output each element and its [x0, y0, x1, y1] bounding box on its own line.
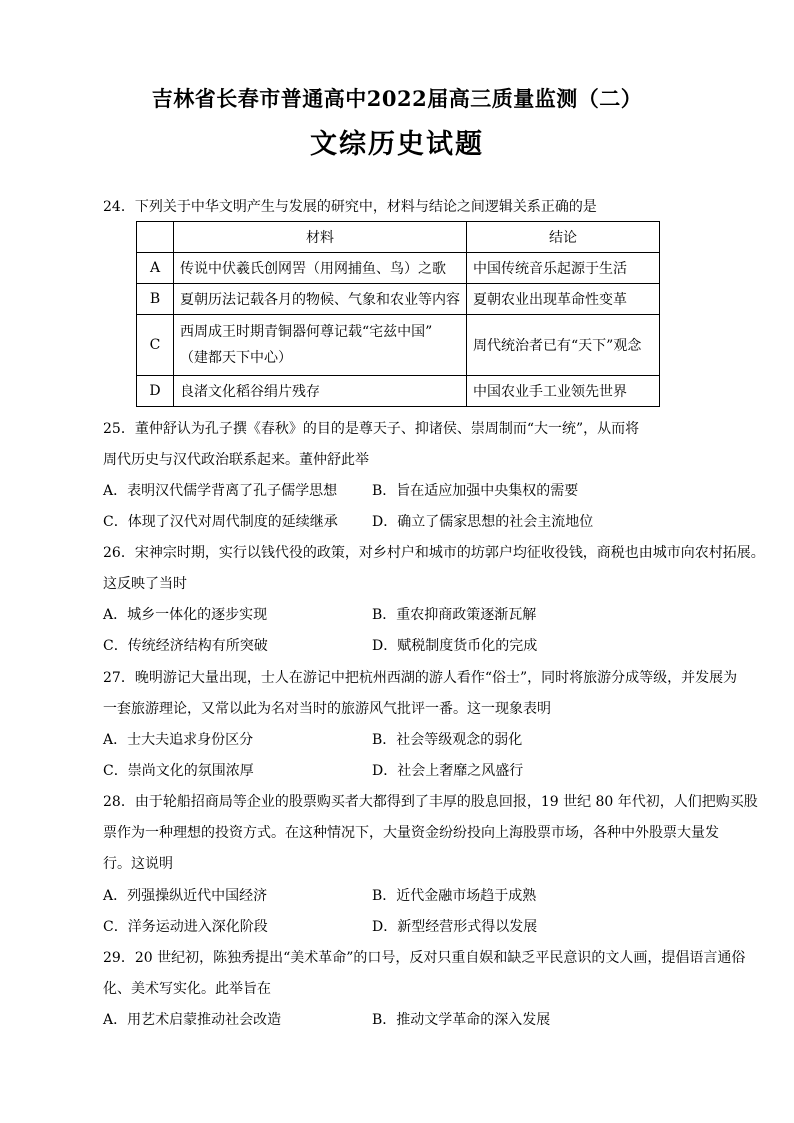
question-25-option-b: B．旨在适应加强中央集权的需要 [372, 483, 579, 499]
question-28-option-a: A．列强操纵近代中国经济 [103, 888, 268, 904]
question-28-stem-line-1: 28．由于轮船招商局等企业的股票购买者大都得到了丰厚的股息回报，19 世纪 80 年代初，人们把购买股 [103, 794, 758, 810]
table-row [137, 253, 660, 284]
question-26-option-d: D．赋税制度货币化的完成 [372, 638, 538, 654]
question-29-stem-line-1: 29．20 世纪初，陈独秀提出“美术革命”的口号，反对只重自娱和缺乏平民意识的文人画，提倡语言通俗 [103, 950, 746, 966]
row-label: D [137, 376, 174, 407]
question-26-option-a: A．城乡一体化的逐步实现 [103, 607, 268, 623]
question-25-option-c: C．体现了汉代对周代制度的延续继承 [103, 514, 338, 530]
question-25-option-a: A．表明汉代儒学背离了孔子儒学思想 [103, 483, 338, 499]
row-conclusion: 中国农业手工业领先世界 [467, 376, 660, 407]
table-row [137, 315, 660, 376]
table-header-conclusion: 结论 [467, 222, 660, 253]
row-material-line-1: 西周成王时期青铜器何尊记载“宅兹中国” [180, 324, 433, 340]
question-28-stem-line-3: 行。这说明 [103, 856, 173, 872]
question-27-option-b: B．社会等级观念的弱化 [372, 732, 523, 748]
row-label: A [137, 253, 174, 284]
row-material: 良渚文化稻谷绢片残存 [174, 376, 467, 407]
question-27-option-a: A．士大夫追求身份区分 [103, 732, 254, 748]
question-28-option-d: D．新型经营形式得以发展 [372, 919, 538, 935]
row-material: 传说中伏羲氏创网罟（用网捕鱼、鸟）之歌 [174, 253, 467, 284]
question-26-stem-line-2: 这反映了当时 [103, 576, 187, 592]
question-29-option-a: A．用艺术启蒙推动社会改造 [103, 1012, 282, 1028]
row-label: B [137, 284, 174, 315]
question-26-option-b: B．重农抑商政策逐渐瓦解 [372, 607, 537, 623]
question-27-stem-line-1: 27．晚明游记大量出现，士人在游记中把杭州西湖的游人看作“俗士”，同时将旅游分成等级，并发展为 [103, 670, 738, 686]
question-28-stem-line-2: 票作为一种理想的投资方式。在这种情况下，大量资金纷纷投向上海股票市场，各种中外股票大量发 [103, 825, 719, 841]
exam-subtitle: 文综历史试题 [310, 129, 484, 160]
exam-title: 吉林省长春市普通高中2022届高三质量监测（二） [151, 86, 643, 111]
row-material: 夏朝历法记载各月的物候、气象和农业等内容 [174, 284, 467, 315]
question-28-option-b: B．近代金融市场趋于成熟 [372, 888, 537, 904]
question-27-option-c: C．崇尚文化的氛围浓厚 [103, 763, 254, 779]
question-29-stem-line-2: 化、美术写实化。此举旨在 [103, 981, 271, 997]
table-header-row [137, 222, 660, 253]
table-header-cell [137, 222, 174, 253]
question-28-option-c: C．洋务运动进入深化阶段 [103, 919, 268, 935]
question-25-stem-line-1: 25．董仲舒认为孔子撰《春秋》的目的是尊天子、抑诸侯、崇周制而“大一统”，从而将 [103, 421, 640, 437]
question-24-table [136, 221, 660, 407]
question-27-stem-line-2: 一套旅游理论，又常以此为名对当时的旅游风气批评一番。这一现象表明 [103, 701, 551, 717]
question-24-stem: 24．下列关于中华文明产生与发展的研究中，材料与结论之间逻辑关系正确的是 [103, 199, 597, 215]
row-label: C [137, 315, 174, 376]
table-row [137, 284, 660, 315]
question-27-option-d: D．社会上奢靡之风盛行 [372, 763, 524, 779]
row-conclusion: 周代统治者已有“天下”观念 [467, 315, 660, 376]
row-conclusion: 中国传统音乐起源于生活 [467, 253, 660, 284]
question-25-stem-line-2: 周代历史与汉代政治联系起来。董仲舒此举 [103, 452, 369, 468]
question-25-option-d: D．确立了儒家思想的社会主流地位 [372, 514, 594, 530]
question-26-stem-line-1: 26．宋神宗时期，实行以钱代役的政策，对乡村户和城市的坊郭户均征收役钱，商税也由城市向农村拓展。 [103, 545, 765, 561]
table-row [137, 376, 660, 407]
row-material-line-2: （建都天下中心） [180, 350, 292, 366]
question-26-option-c: C．传统经济结构有所突破 [103, 638, 268, 654]
row-conclusion: 夏朝农业出现革命性变革 [467, 284, 660, 315]
question-29-option-b: B．推动文学革命的深入发展 [372, 1012, 551, 1028]
table-header-material: 材料 [174, 222, 467, 253]
row-material [174, 315, 467, 376]
